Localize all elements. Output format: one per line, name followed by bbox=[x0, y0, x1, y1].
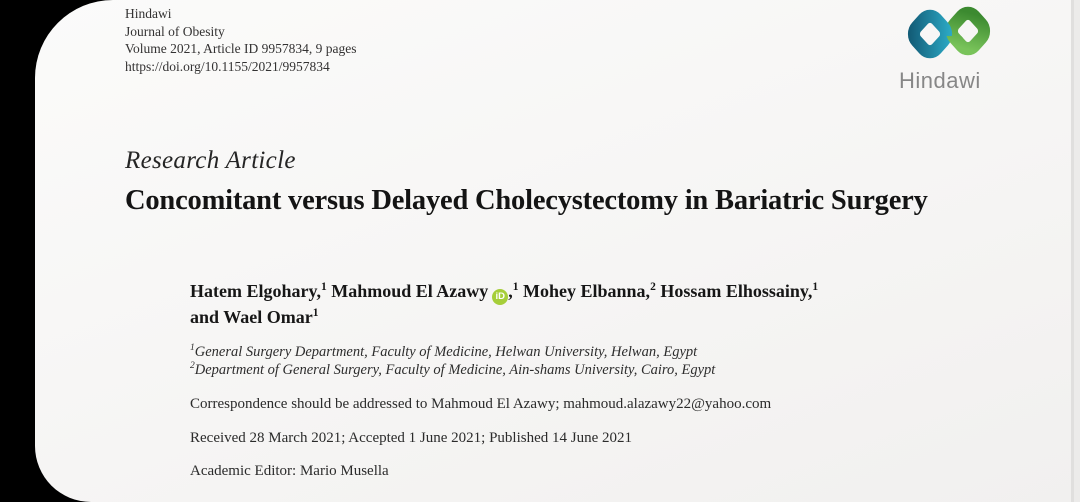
masthead bbox=[125, 5, 356, 75]
author-name: Mahmoud El Azawy bbox=[331, 281, 489, 301]
author-name: Mohey Elbanna, bbox=[523, 281, 651, 301]
orcid-icon: iD bbox=[492, 289, 508, 305]
academic-editor-line: Academic Editor: Mario Musella bbox=[190, 463, 389, 479]
affiliation-item: $^2$Department of General Surgery, Faculty of Medicine, Ain-shams University, Cairo, Egypt bbox=[190, 361, 716, 378]
hindawi-logo-icon bbox=[897, 2, 1002, 65]
hindawi-logo bbox=[897, 2, 1037, 94]
author-name: Hatem Elgohary, bbox=[190, 281, 321, 301]
author-line: Hatem Elgohary,$^1$ Mahmoud El Azawy iD ,$^1$ Mohey Elbanna,$^2$ Hossam Elhossainy,$^1$ and Wael Omar$^1$ bbox=[190, 281, 819, 327]
affiliation-list bbox=[190, 343, 970, 379]
publisher-name: Hindawi bbox=[125, 6, 172, 21]
author-name: Hossam Elhossainy, bbox=[660, 281, 813, 301]
doi-link: https://doi.org/10.1155/2021/9957834 bbox=[125, 58, 330, 74]
author-affiliation-sup: 1 bbox=[812, 281, 819, 293]
dates-line: Received 28 March 2021; Accepted 1 June 2021; Published 14 June 2021 bbox=[190, 430, 633, 446]
author-affiliation-sup: 2 bbox=[650, 281, 656, 293]
affiliation-item: $^1$General Surgery Department, Faculty of Medicine, Helwan University, Helwan, Egypt bbox=[190, 343, 698, 360]
paper-page bbox=[35, 0, 1080, 502]
affiliation-sup: 1 bbox=[190, 343, 195, 354]
affiliation-sup: 2 bbox=[190, 361, 195, 372]
article-title: Concomitant versus Delayed Cholecystectomy in Bariatric Surgery bbox=[125, 185, 928, 216]
author-name: and Wael Omar bbox=[190, 307, 313, 327]
volume-line: Volume 2021, Article ID 9957834, 9 pages bbox=[125, 41, 357, 56]
author-affiliation-sup: 1 bbox=[312, 307, 319, 319]
hindawi-wordmark: Hindawi bbox=[899, 68, 981, 93]
correspondence-line: Correspondence should be addressed to Mahmoud El Azawy; mahmoud.alazawy22@yahoo.com bbox=[190, 396, 772, 412]
journal-name: Journal of Obesity bbox=[125, 23, 225, 39]
author-affiliation-sup: 1 bbox=[321, 281, 327, 293]
author-affiliation-sup: 1 bbox=[512, 281, 519, 293]
page-edge-margin bbox=[1074, 0, 1080, 502]
article-type-label: Research Article bbox=[125, 147, 296, 174]
